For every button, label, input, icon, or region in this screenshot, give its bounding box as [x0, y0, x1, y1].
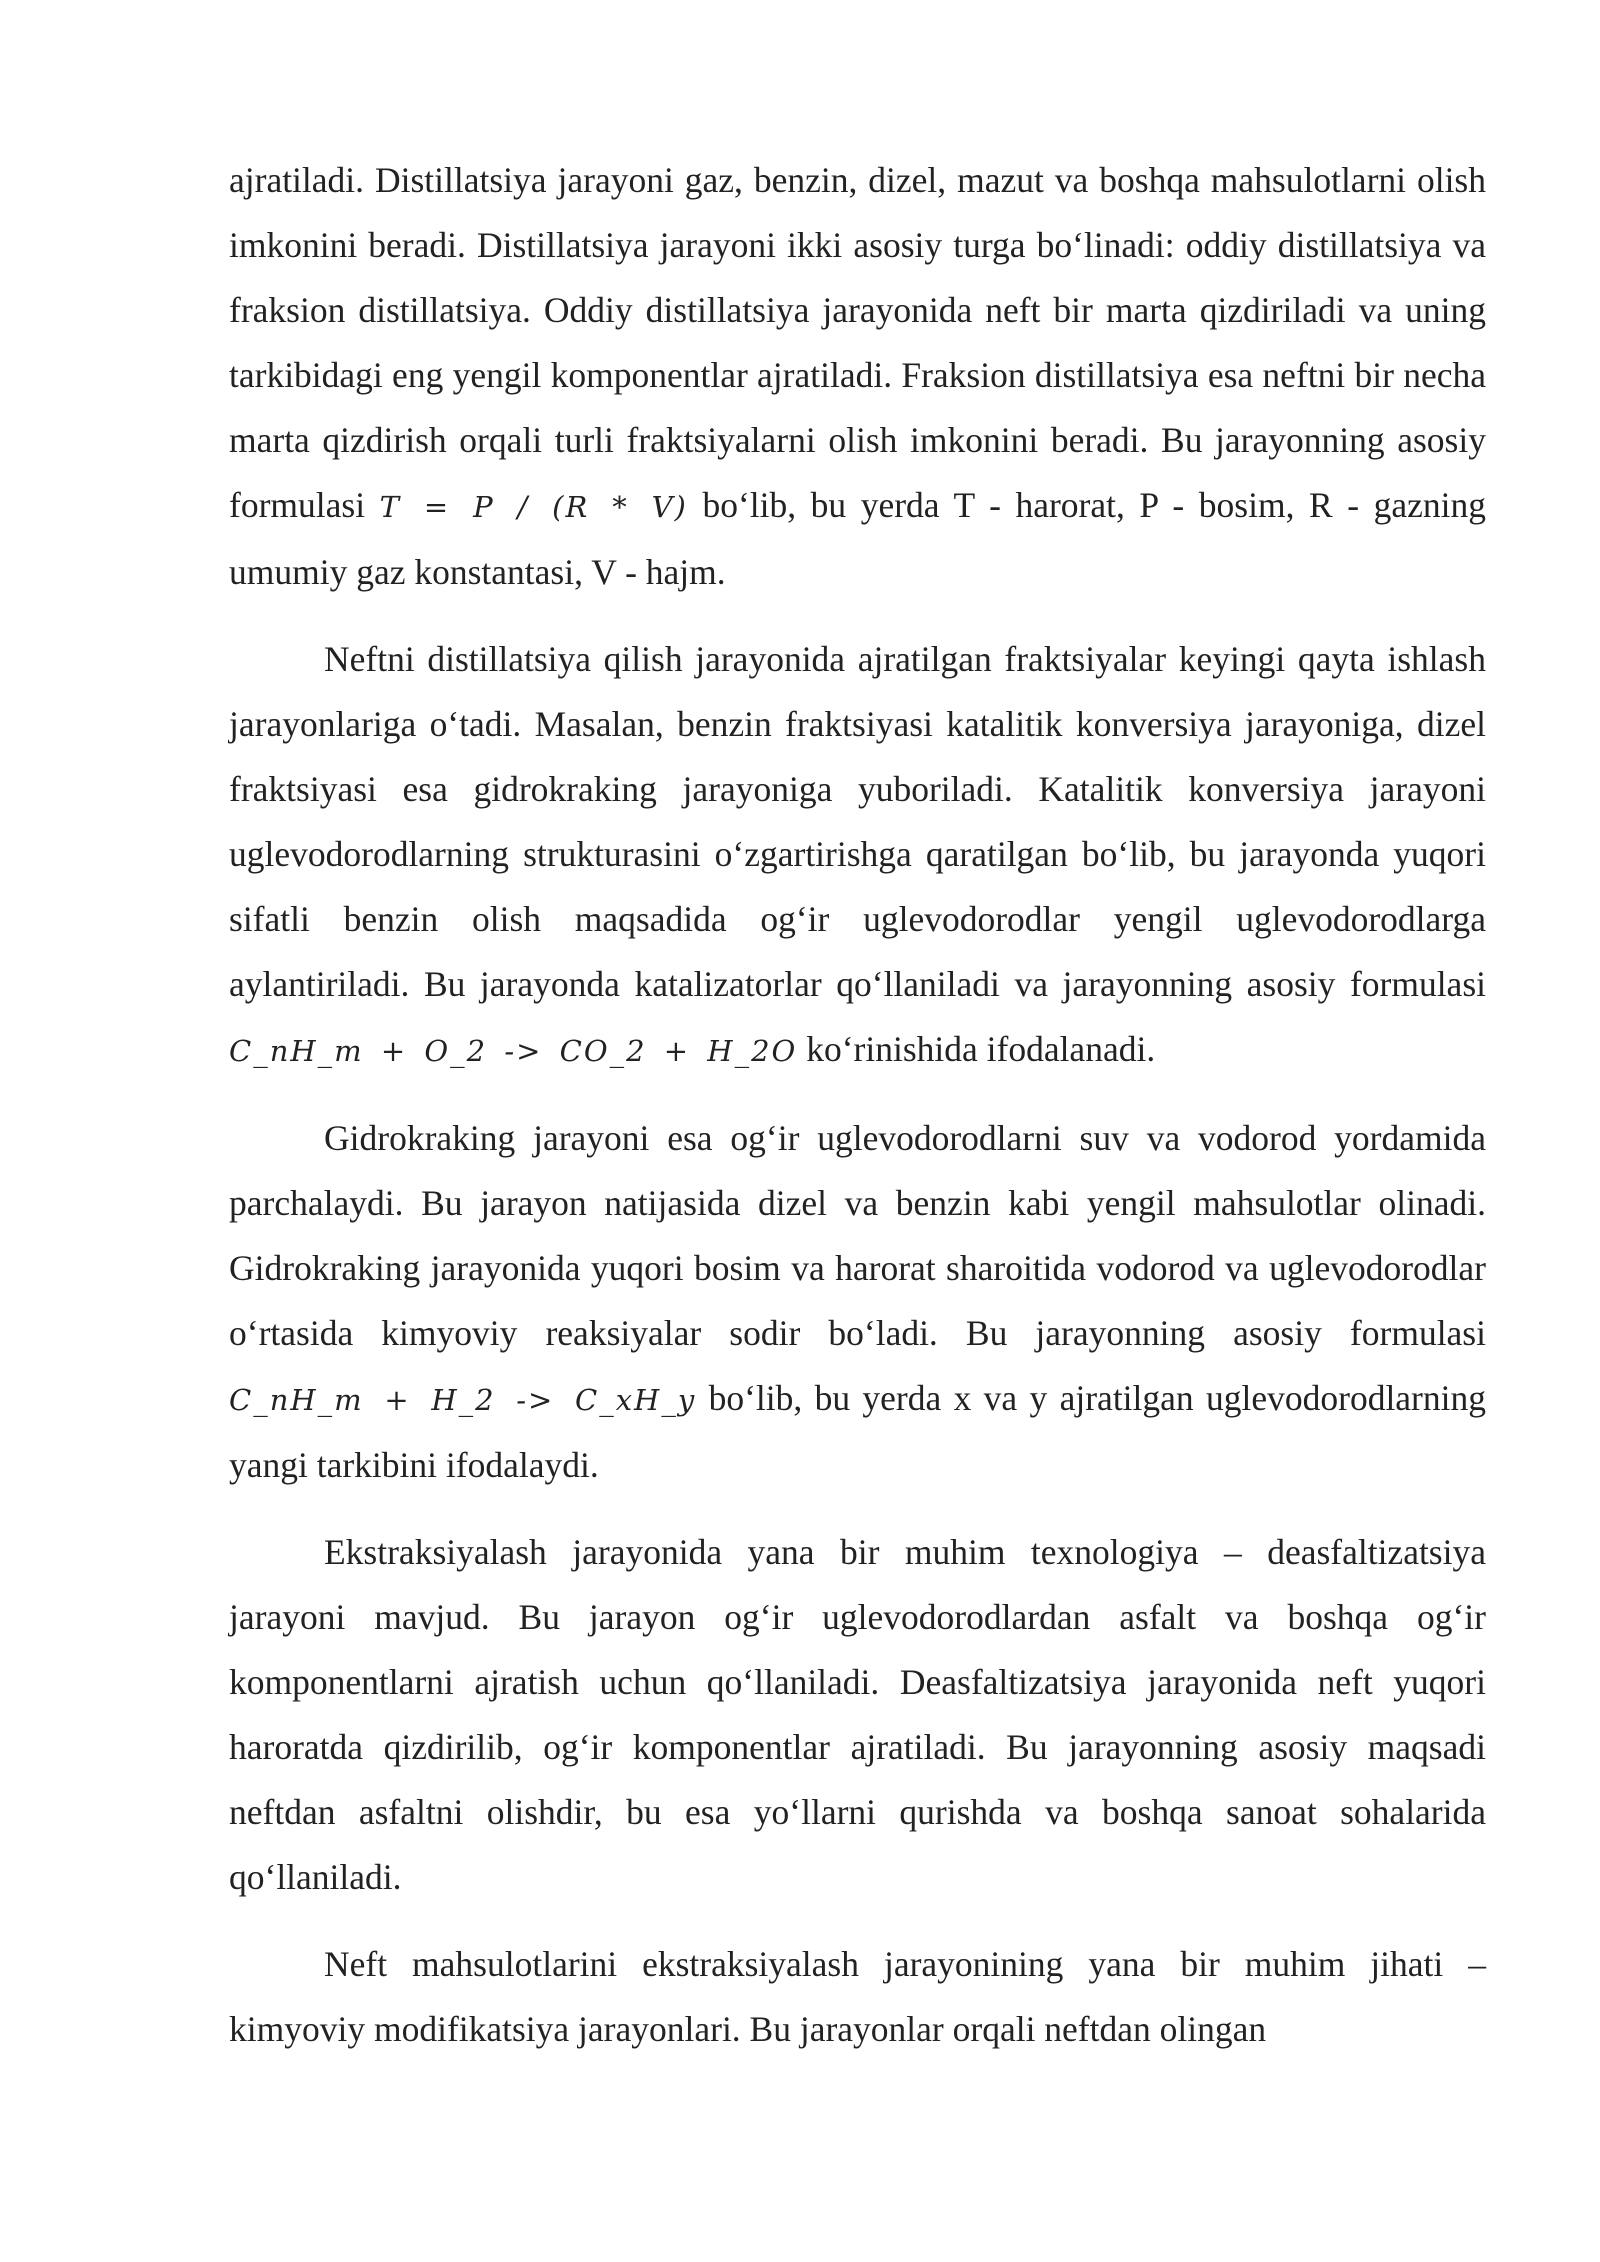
paragraph-text: bo‘lib, bu yerda T - harorat, P - bosim, R - gazning umumiy gaz konstantasi, V - hajm.: [229, 485, 1487, 592]
paragraph-distillation: [229, 148, 1486, 605]
paragraph-hydrocracking: [229, 1106, 1486, 1498]
paragraph-text: Gidrokraking jarayoni esa og‘ir uglevodorodlarni suv va vodorod yordamida parchalaydi. Bu jarayon natijasida dizel va benzin kabi yengil mahsulotlar olinadi. Gidrokraking jarayonida yuqori bosim va harorat sharoitida vodorod va uglevodorodlar o‘rtasida kimyoviy reaksiyalar sodir bo‘ladi. Bu jarayonning asosiy formulasi: [229, 1118, 1486, 1353]
paragraph-text: ko‘rinishida ifodalanadi.: [806, 1029, 1156, 1069]
formula-combustion: C_nH_m + O_2 -> CO_2 + H_2O: [229, 1034, 798, 1068]
paragraph-text: Ekstraksiyalash jarayonida yana bir muhim texnologiya – deasfaltizatsiya jarayoni mavjud. Bu jarayon og‘ir uglevodorodlardan asfalt va boshqa og‘ir komponentlarni ajratish uchun qo‘llaniladi. Deasfaltizatsiya jarayonida neft yuqori haroratda qizdirilib, og‘ir komponentlar ajratiladi. Bu jarayonning asosiy maqsadi neftdan asfaltni olishdir, bu esa yo‘llarni qurishda va boshqa sanoat sohalarida qo‘llaniladi.: [229, 1532, 1486, 1897]
paragraph-text: Neft mahsulotlarini ekstraksiyalash jarayonining yana bir muhim jihati – kimyoviy modifikatsiya jarayonlari. Bu jarayonlar orqali neftdan olingan: [229, 1944, 1486, 2049]
body-text: [229, 148, 1486, 2084]
paragraph-catalytic-conversion: [229, 627, 1486, 1084]
paragraph-chemical-modification: [229, 1932, 1486, 2062]
paragraph-text: bo‘lib, bu yerda x va y ajratilgan uglevodorodlarning yangi tarkibini ifodalaydi.: [229, 1378, 1486, 1485]
formula-hydrocracking: C_nH_m + H_2 -> C_xH_y: [229, 1383, 697, 1417]
formula-temperature: T = P / (R * V): [379, 490, 688, 524]
paragraph-deasphalting: [229, 1520, 1486, 1910]
paragraph-text: Neftni distillatsiya qilish jarayonida ajratilgan fraktsiyalar keyingi qayta ishlash jarayonlariga o‘tadi. Masalan, benzin fraktsiyasi katalitik konversiya jarayoniga, dizel fraktsiyasi esa gidrokraking jarayoniga yuboriladi. Katalitik konversiya jarayoni uglevodorodlarning strukturasini o‘zgartirishga qaratilgan bo‘lib, bu jarayonda yuqori sifatli benzin olish maqsadida og‘ir uglevodorodlar yengil uglevodorodlarga aylantiriladi. Bu jarayonda katalizatorlar qo‘llaniladi va jarayonning asosiy formulasi: [229, 639, 1486, 1004]
paragraph-text: ajratiladi. Distillatsiya jarayoni gaz, benzin, dizel, mazut va boshqa mahsulotlarni olish imkonini beradi. Distillatsiya jarayoni ikki asosiy turga bo‘linadi: oddiy distillatsiya va fraksion distillatsiya. Oddiy distillatsiya jarayonida neft bir marta qizdiriladi va uning tarkibidagi eng yengil komponentlar ajratiladi. Fraksion distillatsiya esa neftni bir necha marta qizdirish orqali turli fraktsiyalarni olish imkonini beradi. Bu jarayonning asosiy formulasi: [229, 160, 1486, 525]
